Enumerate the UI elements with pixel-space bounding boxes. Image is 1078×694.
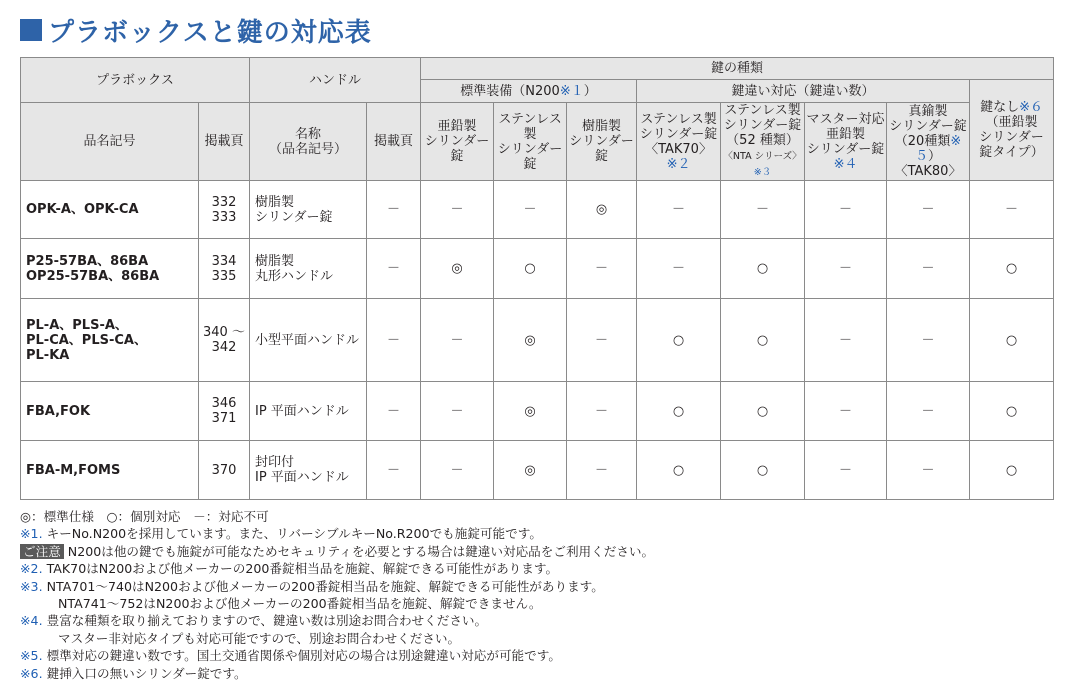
key-cell: ◎ — [494, 382, 567, 441]
key-cell: ◎ — [494, 441, 567, 500]
note-3b: NTA741～752はN200および他メーカーの200番錠相当品を施錠、解錠できません。 — [58, 596, 542, 612]
part-no: P25-57BA、86BA OP25-57BA、86BA — [21, 239, 199, 299]
key-cell: ○ — [494, 239, 567, 299]
key-cell: ◎ — [494, 299, 567, 382]
part-no: PL-A、PLS-A、 PL-CA、PLS-CA、 PL-KA — [21, 299, 199, 382]
header-stainless: ステンレス製 シリンダー錠 — [494, 103, 567, 181]
key-cell: － — [805, 181, 887, 239]
key-cell: － — [887, 382, 970, 441]
note-5: ※5. 標準対応の鍵違い数です。国土交通省関係や個別対応の場合は別途鍵違い対応が可能です。 — [20, 648, 561, 664]
key-cell: ○ — [721, 382, 805, 441]
key-cell: － — [887, 441, 970, 500]
key-cell: － — [421, 441, 494, 500]
table-row — [21, 239, 1054, 299]
header-standard: 標準装備（N200※１） — [421, 80, 637, 103]
key-cell: ○ — [637, 299, 721, 382]
note-4b: マスター非対応タイプも対応可能ですので、別途お問合わせください。 — [58, 630, 461, 646]
table-row — [21, 441, 1054, 500]
key-cell: － — [805, 299, 887, 382]
header-resin: 樹脂製 シリンダー錠 — [567, 103, 637, 181]
header-part-no: 品名記号 — [21, 103, 199, 181]
title-text: プラボックスと鍵の対応表 — [48, 17, 372, 48]
key-cell: － — [805, 382, 887, 441]
key-cell: － — [805, 239, 887, 299]
key-cell: ○ — [637, 382, 721, 441]
part-no: OPK-A、OPK-CA — [21, 181, 199, 239]
part-no: FBA,FOK — [21, 382, 199, 441]
header-master: マスター対応 亜鉛製 シリンダー錠 ※４ — [805, 103, 887, 181]
note-1: ※1. キーNo.N200を採用しています。また、リバーシブルキーNo.R200でも施錠可能です。 — [20, 526, 542, 542]
table-row — [21, 382, 1054, 441]
key-cell: － — [887, 181, 970, 239]
key-compat-table — [20, 57, 1054, 500]
header-name: 名称 （品名記号） — [250, 103, 367, 181]
header-handle-page: 掲載頁 — [367, 103, 421, 181]
handle-page: － — [367, 441, 421, 500]
key-cell: ○ — [721, 239, 805, 299]
key-cell: ◎ — [421, 239, 494, 299]
handle-name: IP 平面ハンドル — [250, 382, 367, 441]
key-cell: － — [494, 181, 567, 239]
page-no: 334 335 — [199, 239, 250, 299]
key-cell: － — [887, 299, 970, 382]
page-no: 332 333 — [199, 181, 250, 239]
key-cell: ○ — [721, 299, 805, 382]
handle-page: － — [367, 299, 421, 382]
key-cell: － — [567, 441, 637, 500]
key-cell: － — [421, 181, 494, 239]
key-cell: ○ — [721, 441, 805, 500]
key-cell: － — [721, 181, 805, 239]
part-no: FBA-M,FOMS — [21, 441, 199, 500]
note-4: ※4. 豊富な種類を取り揃えておりますので、鍵違い数は別途お問合わせください。 — [20, 613, 488, 629]
note-3: ※3. NTA701～740はN200および他メーカーの200番錠相当品を施錠、解錠できる可能性があります。 — [20, 578, 604, 594]
table-row — [21, 299, 1054, 382]
key-cell: － — [421, 382, 494, 441]
handle-page: － — [367, 239, 421, 299]
page-no: 346 371 — [199, 382, 250, 441]
handle-name: 封印付 IP 平面ハンドル — [250, 441, 367, 500]
header-brass: 真鍮製 シリンダー錠 （20種類※５） 〈TAK80〉 — [887, 103, 970, 181]
header-nokey: 鍵なし※６ （亜鉛製 シリンダー 錠タイプ） — [970, 80, 1054, 181]
header-nta: ステンレス製 シリンダー錠 （52 種類） 〈NTA シリーズ〉※３ — [721, 103, 805, 181]
page-no: 370 — [199, 441, 250, 500]
handle-name: 小型平面ハンドル — [250, 299, 367, 382]
key-cell: － — [567, 239, 637, 299]
header-plabox: プラボックス — [21, 58, 250, 103]
key-cell: － — [421, 299, 494, 382]
key-cell: － — [567, 382, 637, 441]
legend: ◎：標準仕様 ○：個別対応 －：対応不可 — [20, 509, 269, 524]
key-cell: － — [970, 181, 1054, 239]
note-caution: ご注意 N200は他の鍵でも施錠が可能なためセキュリティを必要とする場合は鍵違い対応品をご利用ください。 — [20, 543, 1070, 560]
note-2: ※2. TAK70はN200および他メーカーの200番錠相当品を施錠、解錠できる可能性があります。 — [20, 561, 559, 577]
key-cell: ○ — [970, 441, 1054, 500]
handle-name: 樹脂製 シリンダー錠 — [250, 181, 367, 239]
table-row — [21, 181, 1054, 239]
caution-badge: ご注意 — [20, 544, 64, 559]
key-cell: － — [637, 239, 721, 299]
key-cell: ○ — [970, 299, 1054, 382]
key-cell: ○ — [970, 239, 1054, 299]
key-cell: ○ — [637, 441, 721, 500]
handle-page: － — [367, 181, 421, 239]
key-cell: － — [805, 441, 887, 500]
handle-name: 樹脂製 丸形ハンドル — [250, 239, 367, 299]
header-handle: ハンドル — [250, 58, 421, 103]
header-tak70: ステンレス製 シリンダー錠 〈TAK70〉 ※２ — [637, 103, 721, 181]
notes — [20, 508, 1070, 682]
header-page: 掲載頁 — [199, 103, 250, 181]
key-cell: － — [887, 239, 970, 299]
header-keydiff: 鍵違い対応（鍵違い数） — [637, 80, 970, 103]
page-title — [20, 8, 372, 52]
header-zinc: 亜鉛製 シリンダー錠 — [421, 103, 494, 181]
header-key-types: 鍵の種類 — [421, 58, 1054, 80]
title-square-icon — [20, 19, 42, 41]
key-cell: ○ — [970, 382, 1054, 441]
key-cell: ◎ — [567, 181, 637, 239]
handle-page: － — [367, 382, 421, 441]
page-no: 340 ～ 342 — [199, 299, 250, 382]
note-6: ※6. 鍵挿入口の無いシリンダー錠です。 — [20, 665, 247, 681]
key-cell: － — [637, 181, 721, 239]
key-cell: － — [567, 299, 637, 382]
